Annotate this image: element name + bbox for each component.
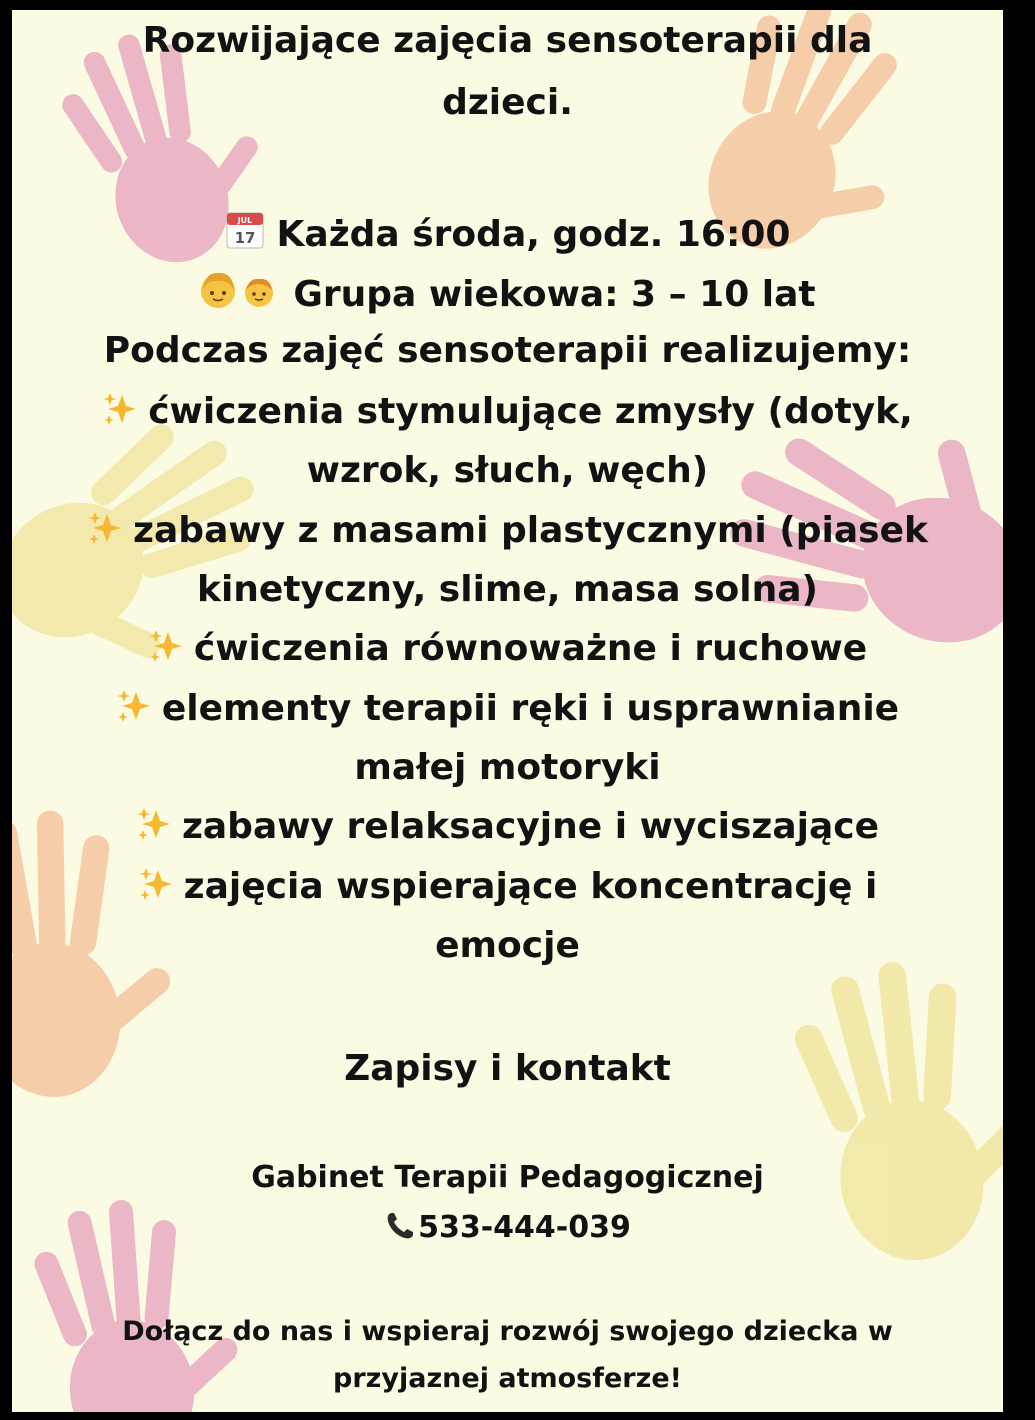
closing-line-1: Dołącz do nas i wspieraj rozwój swojego dziecka w bbox=[122, 1316, 893, 1347]
age-group-text: Grupa wiekowa: 3 – 10 lat bbox=[293, 274, 816, 315]
poster bbox=[12, 10, 1003, 1412]
activity-5-text-1: zabawy relaksacyjne i wyciszające bbox=[181, 806, 880, 847]
sparkles-icon bbox=[148, 628, 184, 664]
activity-6-text-1: zajęcia wspierające koncentrację i bbox=[183, 866, 878, 907]
sparkles-icon bbox=[138, 866, 174, 902]
contact-name: Gabinet Terapii Pedagogicznej bbox=[251, 1160, 764, 1195]
activity-2-text-1: zabawy z masami plastycznymi (piasek bbox=[133, 510, 928, 551]
activity-1-line-2: wzrok, słuch, węch) bbox=[306, 450, 709, 491]
svg-text:JUL: JUL bbox=[237, 216, 252, 225]
age-group-line bbox=[12, 270, 1003, 315]
activity-4-line-2: małej motoryki bbox=[354, 747, 661, 788]
contact-phone-line bbox=[12, 1210, 1003, 1245]
title-line-2: dzieci. bbox=[442, 82, 573, 123]
contact-phone[interactable]: 533-444-039 bbox=[418, 1210, 631, 1245]
sparkles-icon bbox=[87, 510, 123, 546]
sparkles-icon bbox=[116, 688, 152, 724]
activity-4-text-1: elementy terapii ręki i usprawnianie bbox=[161, 688, 900, 729]
activity-3-text-1: ćwiczenia równoważne i ruchowe bbox=[193, 628, 868, 669]
activity-3-line-1 bbox=[12, 628, 1003, 669]
activity-1-text-1: ćwiczenia stymulujące zmysły (dotyk, bbox=[148, 391, 913, 432]
activity-5-line-1 bbox=[12, 806, 1003, 847]
activity-2-line-2: kinetyczny, slime, masa solna) bbox=[197, 569, 818, 610]
title-line-1: Rozwijające zajęcia sensoterapii dla bbox=[142, 20, 873, 61]
closing-line-2: przyjaznej atmosferze! bbox=[333, 1363, 682, 1394]
schedule-text: Każda środa, godz. 16:00 bbox=[276, 214, 791, 255]
activity-6-line-1 bbox=[12, 866, 1003, 907]
activity-1-line-1 bbox=[12, 391, 1003, 432]
schedule-line bbox=[12, 210, 1003, 255]
activity-4-line-1 bbox=[12, 688, 1003, 729]
contact-heading: Zapisy i kontakt bbox=[344, 1048, 671, 1089]
sparkles-icon bbox=[136, 806, 172, 842]
activity-6-line-2: emocje bbox=[435, 925, 580, 966]
phone-icon bbox=[384, 1210, 416, 1242]
intro-text: Podczas zajęć sensoterapii realizujemy: bbox=[103, 330, 912, 371]
calendar-icon bbox=[225, 210, 265, 250]
activity-2-line-1 bbox=[12, 510, 1003, 551]
sparkles-icon bbox=[102, 391, 138, 427]
svg-text:17: 17 bbox=[234, 229, 255, 247]
children-icon bbox=[199, 270, 281, 310]
